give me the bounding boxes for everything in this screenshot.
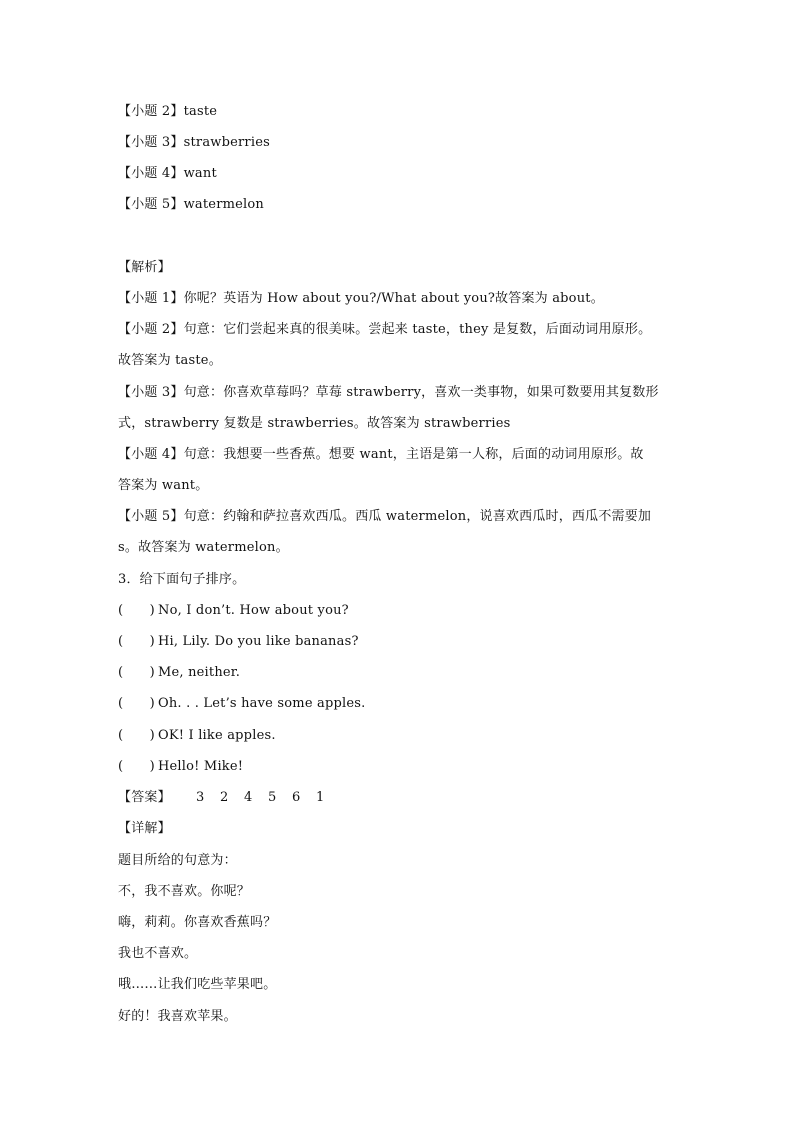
sentence-item <box>118 695 366 713</box>
analysis-line: 【小题 1】你呢？英语为 How about you?/What about you?故答案为 about。 <box>118 291 604 306</box>
analysis-line: 【小题 2】句意：它们尝起来真的很美味。尝起来 taste，they 是复数，后面动词用原形。 <box>118 322 652 337</box>
answer-value: 1 <box>316 790 325 805</box>
analysis-line: 故答案为 taste。 <box>118 353 222 368</box>
answer-line-2 <box>118 103 217 121</box>
sentence-text: Hi, Lily. Do you like bananas? <box>158 634 359 649</box>
detail-line: 嗨，莉莉。你喜欢香蕉吗？ <box>118 915 277 930</box>
answer-text: taste <box>183 104 218 119</box>
analysis-line: 答案为 want。 <box>118 478 209 493</box>
blank-paren: ( ) <box>118 759 155 774</box>
answer-line-5 <box>118 196 264 214</box>
sentence-item <box>118 727 276 745</box>
answer-label: 【答案】 <box>118 790 171 805</box>
answer-tag: 【小题 5】 <box>118 197 184 212</box>
sentence-text: OK! I like apples. <box>158 728 276 743</box>
detail-line: 题目所给的句意为： <box>118 853 237 868</box>
analysis-heading: 【解析】 <box>118 260 171 275</box>
answer-text: strawberries <box>183 135 270 150</box>
blank-paren: ( ) <box>118 603 155 618</box>
answer-line-3 <box>118 134 270 152</box>
answer-row <box>118 789 340 807</box>
blank-paren: ( ) <box>118 665 155 680</box>
analysis-line: 【小题 5】句意：约翰和萨拉喜欢西瓜。西瓜 watermelon，说喜欢西瓜时，西瓜不需要加 <box>118 509 652 524</box>
analysis-line: 【小题 3】句意：你喜欢草莓吗？草莓 strawberry，喜欢一类事物，如果可数要用其复数形 <box>118 385 659 400</box>
detail-line: 我也不喜欢。 <box>118 946 198 961</box>
answer-value: 5 <box>268 790 277 805</box>
blank-paren: ( ) <box>118 728 155 743</box>
blank-paren: ( ) <box>118 696 155 711</box>
question-title: 3．给下面句子排序。 <box>118 572 246 587</box>
answer-tag: 【小题 2】 <box>118 104 184 119</box>
blank-paren: ( ) <box>118 634 155 649</box>
answer-text: watermelon <box>183 197 264 212</box>
detail-line: 好的！我喜欢苹果。 <box>118 1009 237 1024</box>
answer-value: 4 <box>244 790 253 805</box>
sentence-item <box>118 664 240 682</box>
sentence-text: Me, neither. <box>158 665 241 680</box>
sentence-text: No, I don’t. How about you? <box>158 603 349 618</box>
answer-line-4 <box>118 165 217 183</box>
sentence-text: Hello! Mike! <box>158 759 244 774</box>
sentence-item <box>118 602 349 620</box>
answer-tag: 【小题 3】 <box>118 135 184 150</box>
analysis-line: 式，strawberry 复数是 strawberries。故答案为 strawberries <box>118 416 511 431</box>
detail-heading: 【详解】 <box>118 821 171 836</box>
answer-value: 6 <box>292 790 301 805</box>
detail-line: 哦……让我们吃些苹果吧。 <box>118 977 277 992</box>
answer-text: want <box>183 166 217 181</box>
sentence-item <box>118 633 359 651</box>
analysis-line: s。故答案为 watermelon。 <box>118 540 289 555</box>
analysis-line: 【小题 4】句意：我想要一些香蕉。想要 want，主语是第一人称，后面的动词用原形。故 <box>118 447 644 462</box>
sentence-text: Oh. . . Let’s have some apples. <box>158 696 366 711</box>
answer-value: 2 <box>220 790 229 805</box>
sentence-item <box>118 758 243 776</box>
answer-tag: 【小题 4】 <box>118 166 184 181</box>
answer-value: 3 <box>196 790 205 805</box>
detail-line: 不，我不喜欢。你呢？ <box>118 884 251 899</box>
